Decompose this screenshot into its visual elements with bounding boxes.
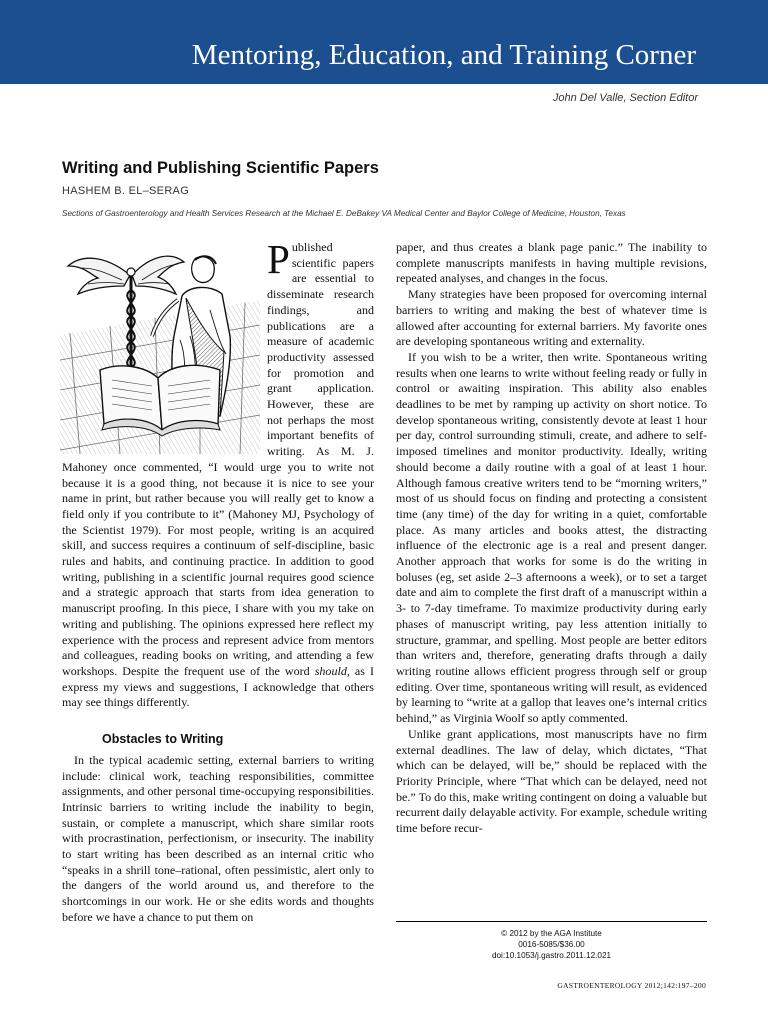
- paragraph-continued: paper, and thus creates a blank page panic.” The inability to complete manuscripts manifests in having multiple revisions, repeated analyses, and changes in the focus.: [396, 240, 707, 286]
- copyright-footnote: [396, 921, 707, 961]
- journal-citation: GASTROENTEROLOGY 2012;142:197–200: [557, 981, 706, 990]
- column-right: [396, 240, 707, 837]
- strategies-paragraph: Many strategies have been proposed for overcoming internal barriers to writing and making the best of whatever time is allowed after accounting for external barriers. My favorite ones are developing spontaneous writing and externality.: [396, 287, 707, 349]
- issn-line: 0016-5085/$36.00: [518, 940, 585, 949]
- obstacles-paragraph: In the typical academic setting, external barriers to writing include: clinical work, teaching responsibilities, committee assignments, and other personal time-occupying responsibilities. Intrinsic barriers to writing include the inability to begin, sustain, or complete a manuscript, which share similar roots with procrastination, perfectionism, or insecurity. The inability to start writing has been described as an internal critic who “speaks in a shrill tone–rational, often pessimistic, alert only to the dangers of the world around us, and therefore to the shortcomings in our work. He or she edits words and thoughts before we have a chance to put them on: [62, 752, 374, 924]
- intro-text: ublished scientific papers are essential to disseminate research findings, and publications are a measure of academic productivity assessed for promotion and grant application. However, these are not perhaps the most important benefits of writing. As M. J. Mahoney once commented, “I would urge you to write not because it is a good thing, not because it is nice to see your name in print, but rather because you will really get to know a field only if you contribute to it” (Mahoney MJ, Psychology of the Scientist 1979). For most people, writing is an acquired skill, and success requires a continuum of self-discipline, basic rules and habits, and continuing practice. In addition to good writing, publishing in a scientific journal requires good science and a strategic approach that starts from idea generation to manuscript proofing. In this piece, I share with you my take on writing and publishing. The opinions expressed here reflect my experience with the process and represent advice from mentors and colleagues, reading books on writing, and attending a few workshops. Despite the frequent use of the word: [62, 240, 374, 678]
- article-title: Writing and Publishing Scientific Papers: [62, 159, 379, 177]
- obstacles-heading: Obstacles to Writing: [102, 732, 224, 747]
- doi-line: doi:10.1053/j.gastro.2011.12.021: [491, 951, 612, 960]
- section-editor: John Del Valle, Section Editor: [552, 92, 698, 104]
- banner-title: Mentoring, Education, and Training Corner: [191, 39, 696, 71]
- deadlines-paragraph: Unlike grant applications, most manuscripts have no firm external deadlines. The law of delay, which dictates, “That which can be delayed, will be,” should be replaced with the Priority Principle, where “That which can be delayed, need not be.” To do this, make writing contingent on doing a valuable but recurrent daily delayable activity. For example, schedule writing time before recur-: [396, 726, 707, 836]
- dropcap-letter: P: [267, 236, 290, 282]
- section-banner: [0, 0, 768, 84]
- copyright-line: © 2012 by the AGA Institute: [501, 929, 602, 938]
- intro-text-end: , as I express my views and suggestions, I acknowledge that others may see things differently.: [62, 663, 374, 710]
- illustration-spacer: [62, 240, 267, 458]
- article-affiliation: Sections of Gastroenterology and Health Services Research at the Michael E. DeBakey VA Medical Center and Baylor College of Medicine, Houston, Texas: [62, 209, 626, 218]
- intro-emphasis: should: [314, 663, 347, 678]
- spontaneous-writing-paragraph: If you wish to be a writer, then write. Spontaneous writing results when one learns to write without feeling ready or fully in control or awaiting inspiration. This ability also enables deadlines to be met by ramping up activity on short notice. To develop spontaneous writing, consistently devote at least 1 hour per day, control surrounding stimuli, create, and adhere to self-imposed timelines and monitor productivity. Ideally, writing should become a daily routine with a goal of at least 1 hour. Although famous creative writers tend to be “morning writers,” most of us should focus on finding and protecting a consistent time (any time) of the day for writing in a quiet, comfortable place. As many articles and books attest, the distracting influence of the electronic age is a real and present danger. Another approach that works for some is do the writing in boluses (eg, set aside 2–3 afternoons a week), or to set a target date and aim to complete the first draft of a manuscript within a 3- to 7-day timeframe. To maximize productivity during early phases of manuscript writing, pay less attention initially to structure, grammar, and spelling. Most people are better editors than writers and, therefore, generating drafts through a daily writing routine allows efficient progress through self or group editing. Over time, spontaneous writing will result, as evidenced by learning to “write at a gallop that leaves one’s internal critics behind,” as Virginia Woolf so aptly commented.: [396, 349, 707, 726]
- column-left: [62, 236, 374, 926]
- article-author: HASHEM B. EL–SERAG: [62, 185, 190, 197]
